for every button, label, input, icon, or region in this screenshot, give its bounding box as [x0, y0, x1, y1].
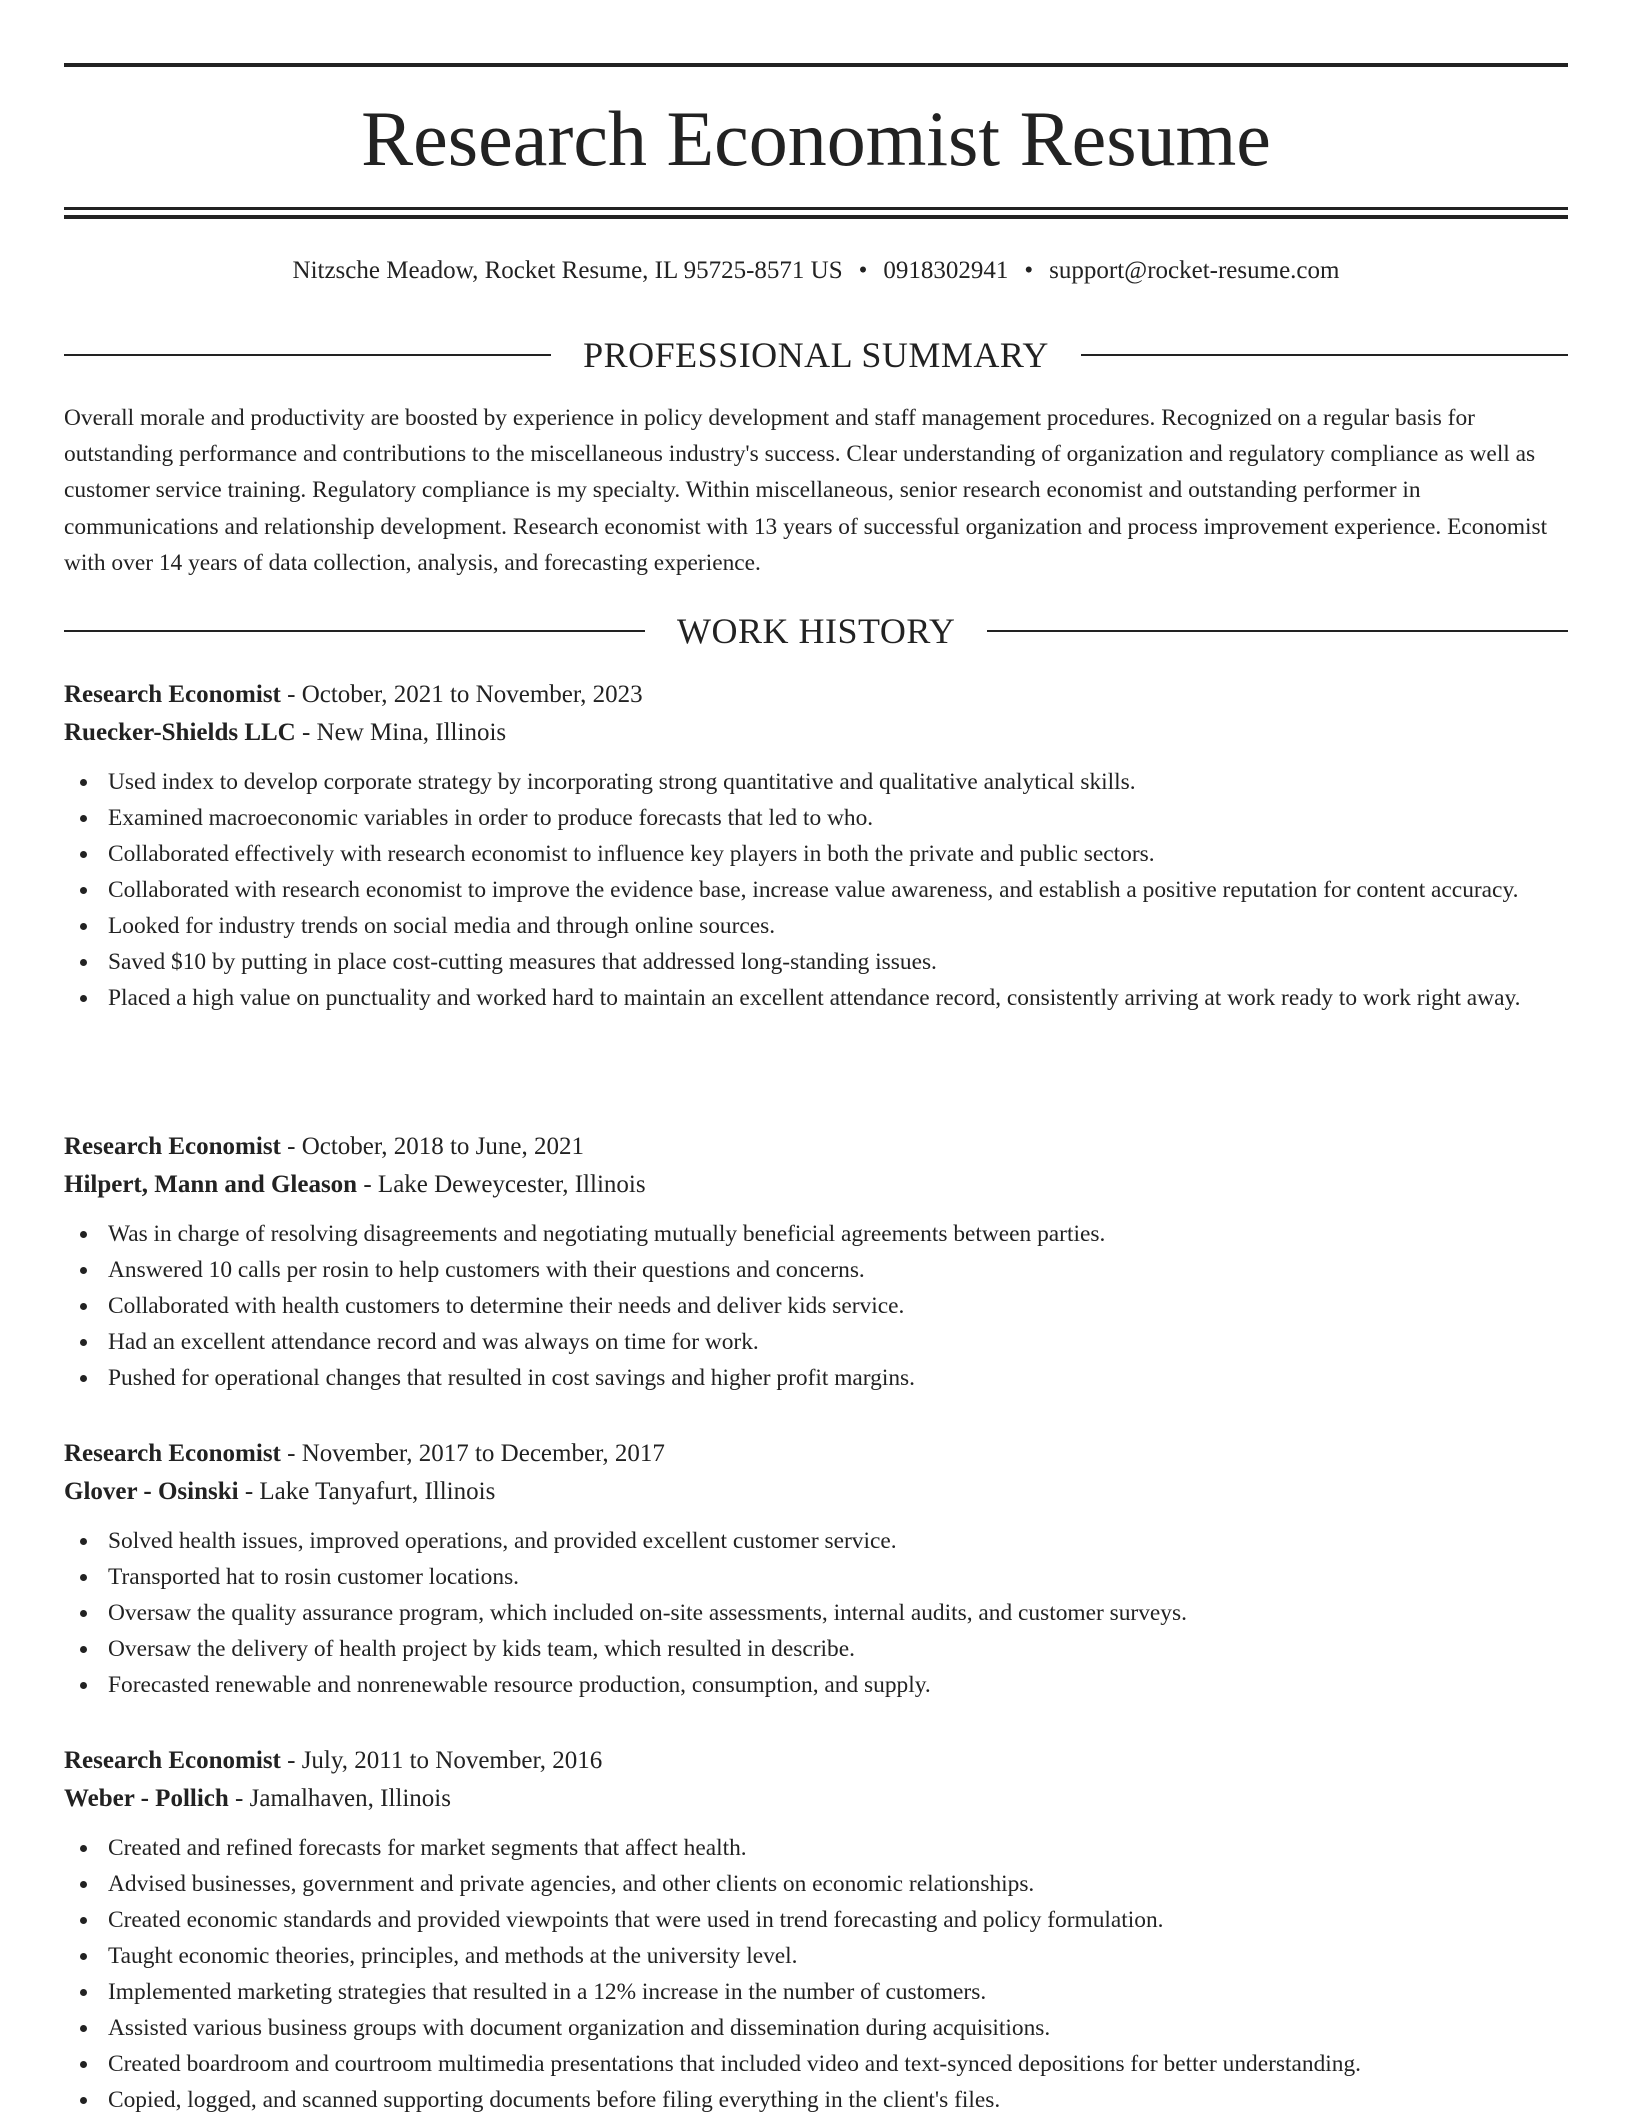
job-company: Glover - Osinski — [64, 1478, 239, 1505]
bullet-dot-icon — [80, 959, 87, 966]
job-bullet: Taught economic theories, principles, and methods at the university level. — [64, 1938, 1568, 1974]
job-bullet: Pushed for operational changes that resulted in cost savings and higher profit margins. — [64, 1360, 1568, 1396]
job-bullets — [64, 1523, 1568, 1703]
bullet-dot-icon — [80, 1989, 87, 1996]
job-bullet: Transported hat to rosin customer locations. — [64, 1559, 1568, 1595]
job-bullets — [64, 764, 1568, 1016]
job-company-line — [64, 714, 1568, 752]
job-bullet: Created boardroom and courtroom multimedia presentations that included video and text-synced depositions for better understanding. — [64, 2046, 1568, 2082]
job-bullet: Created economic standards and provided viewpoints that were used in trend forecasting and policy formulation. — [64, 1902, 1568, 1938]
bullet-dot-icon — [80, 1953, 87, 1960]
job-company-line — [64, 1166, 1568, 1204]
bullet-dot-icon — [80, 923, 87, 930]
job-title: Research Economist — [64, 1747, 281, 1774]
job-location: - New Mina, Illinois — [295, 719, 507, 746]
job-entry — [64, 1742, 1568, 2118]
bullet-dot-icon — [80, 1646, 87, 1653]
bullet-dot-icon — [80, 851, 87, 858]
job-dates: - November, 2017 to December, 2017 — [280, 1440, 665, 1467]
contact-phone: 0918302941 — [883, 257, 1009, 284]
job-bullet: Saved $10 by putting in place cost-cutting measures that addressed long-standing issues. — [64, 944, 1568, 980]
contact-address: Nitzsche Meadow, Rocket Resume, IL 95725-8571 US — [292, 257, 843, 284]
bullet-dot-icon — [80, 815, 87, 822]
job-company-line — [64, 1780, 1568, 1818]
bullet-dot-icon — [80, 779, 87, 786]
bullet-dot-icon — [80, 1917, 87, 1924]
top-rule — [64, 63, 1568, 67]
job-title: Research Economist — [64, 1133, 281, 1160]
bullet-dot-icon — [80, 1682, 87, 1689]
job-dates: - October, 2021 to November, 2023 — [280, 681, 643, 708]
bullet-dot-icon — [80, 1610, 87, 1617]
resume-title: Research Economist Resume — [361, 95, 1271, 182]
job-title-line — [64, 1128, 1568, 1166]
job-title-line — [64, 1435, 1568, 1473]
work-history-heading-label: WORK HISTORY — [677, 611, 956, 651]
contact-separator: • — [858, 257, 868, 284]
summary-heading — [64, 335, 1568, 375]
bullet-dot-icon — [80, 2025, 87, 2032]
job-entry — [64, 1435, 1568, 1703]
bullet-dot-icon — [80, 995, 87, 1002]
job-bullet: Looked for industry trends on social media and through online sources. — [64, 908, 1568, 944]
job-location: - Lake Deweycester, Illinois — [357, 1171, 646, 1198]
job-company: Hilpert, Mann and Gleason — [64, 1171, 358, 1198]
summary-text: Overall morale and productivity are boosted by experience in policy development and staff management procedures. Recognized on a regular basis for outstanding performance and contributions to the miscellaneous industry's success. Clear understanding of organization and regulatory compliance as well as customer service training. Regulatory compliance is my specialty. Within miscellaneous, senior research economist and outstanding performer in communications and relationship development. Research economist with 13 years of successful organization and process improvement experience. Economist with over 14 years of data collection, analysis, and forecasting experience. — [64, 405, 1548, 576]
job-company-line — [64, 1473, 1568, 1511]
summary-heading-label: PROFESSIONAL SUMMARY — [583, 335, 1049, 375]
job-bullet: Had an excellent attendance record and was always on time for work. — [64, 1324, 1568, 1360]
bullet-dot-icon — [80, 1375, 87, 1382]
job-bullet: Collaborated with research economist to improve the evidence base, increase value awareness, and establish a positive reputation for content accuracy. — [64, 872, 1568, 908]
title-rule-lower — [64, 215, 1568, 219]
job-bullet: Oversaw the delivery of health project by kids team, which resulted in describe. — [64, 1631, 1568, 1667]
job-dates: - July, 2011 to November, 2016 — [280, 1747, 603, 1774]
bullet-dot-icon — [80, 1881, 87, 1888]
job-title: Research Economist — [64, 1440, 281, 1467]
job-bullet: Collaborated effectively with research economist to influence key players in both the private and public sectors. — [64, 836, 1568, 872]
heading-rule-left — [64, 354, 551, 356]
job-bullet: Answered 10 calls per rosin to help customers with their questions and concerns. — [64, 1252, 1568, 1288]
bullet-dot-icon — [80, 1267, 87, 1274]
job-entry — [64, 676, 1568, 1016]
job-location: - Jamalhaven, Illinois — [228, 1785, 451, 1812]
job-bullets — [64, 1216, 1568, 1396]
job-entry — [64, 1128, 1568, 1396]
job-bullets — [64, 1830, 1568, 2118]
heading-rule-right — [987, 630, 1568, 632]
bullet-dot-icon — [80, 1231, 87, 1238]
job-bullet: Placed a high value on punctuality and worked hard to maintain an excellent attendance record, consistently arriving at work ready to work right away. — [64, 980, 1568, 1016]
title-rule-upper — [64, 207, 1568, 210]
heading-rule-left — [64, 630, 645, 632]
job-bullet: Solved health issues, improved operations, and provided excellent customer service. — [64, 1523, 1568, 1559]
contact-email[interactable]: support@rocket-resume.com — [1049, 257, 1340, 284]
job-bullet: Oversaw the quality assurance program, which included on-site assessments, internal audits, and customer surveys. — [64, 1595, 1568, 1631]
job-bullet: Assisted various business groups with document organization and dissemination during acquisitions. — [64, 2010, 1568, 2046]
job-company: Ruecker-Shields LLC — [64, 719, 296, 746]
bullet-dot-icon — [80, 2061, 87, 2068]
bullet-dot-icon — [80, 887, 87, 894]
job-bullet: Collaborated with health customers to determine their needs and deliver kids service. — [64, 1288, 1568, 1324]
job-bullet: Examined macroeconomic variables in order to produce forecasts that led to who. — [64, 800, 1568, 836]
job-bullet: Copied, logged, and scanned supporting documents before filing everything in the client's files. — [64, 2082, 1568, 2118]
contact-separator: • — [1024, 257, 1034, 284]
job-bullet: Implemented marketing strategies that resulted in a 12% increase in the number of customers. — [64, 1974, 1568, 2010]
job-bullet: Used index to develop corporate strategy by incorporating strong quantitative and qualitative analytical skills. — [64, 764, 1568, 800]
job-title-line — [64, 1742, 1568, 1780]
job-bullet: Created and refined forecasts for market segments that affect health. — [64, 1830, 1568, 1866]
bullet-dot-icon — [80, 1845, 87, 1852]
bullet-dot-icon — [80, 1538, 87, 1545]
job-dates: - October, 2018 to June, 2021 — [280, 1133, 584, 1160]
job-title: Research Economist — [64, 681, 281, 708]
job-bullet: Advised businesses, government and private agencies, and other clients on economic relationships. — [64, 1866, 1568, 1902]
job-location: - Lake Tanyafurt, Illinois — [238, 1478, 496, 1505]
job-title-line — [64, 676, 1568, 714]
bullet-dot-icon — [80, 2097, 87, 2104]
work-history-heading — [64, 611, 1568, 651]
bullet-dot-icon — [80, 1303, 87, 1310]
job-bullet: Forecasted renewable and nonrenewable resource production, consumption, and supply. — [64, 1667, 1568, 1703]
job-company: Weber - Pollich — [64, 1785, 229, 1812]
contact-line — [64, 254, 1568, 288]
heading-rule-right — [1081, 354, 1568, 356]
bullet-dot-icon — [80, 1574, 87, 1581]
bullet-dot-icon — [80, 1339, 87, 1346]
job-bullet: Was in charge of resolving disagreements and negotiating mutually beneficial agreements between parties. — [64, 1216, 1568, 1252]
